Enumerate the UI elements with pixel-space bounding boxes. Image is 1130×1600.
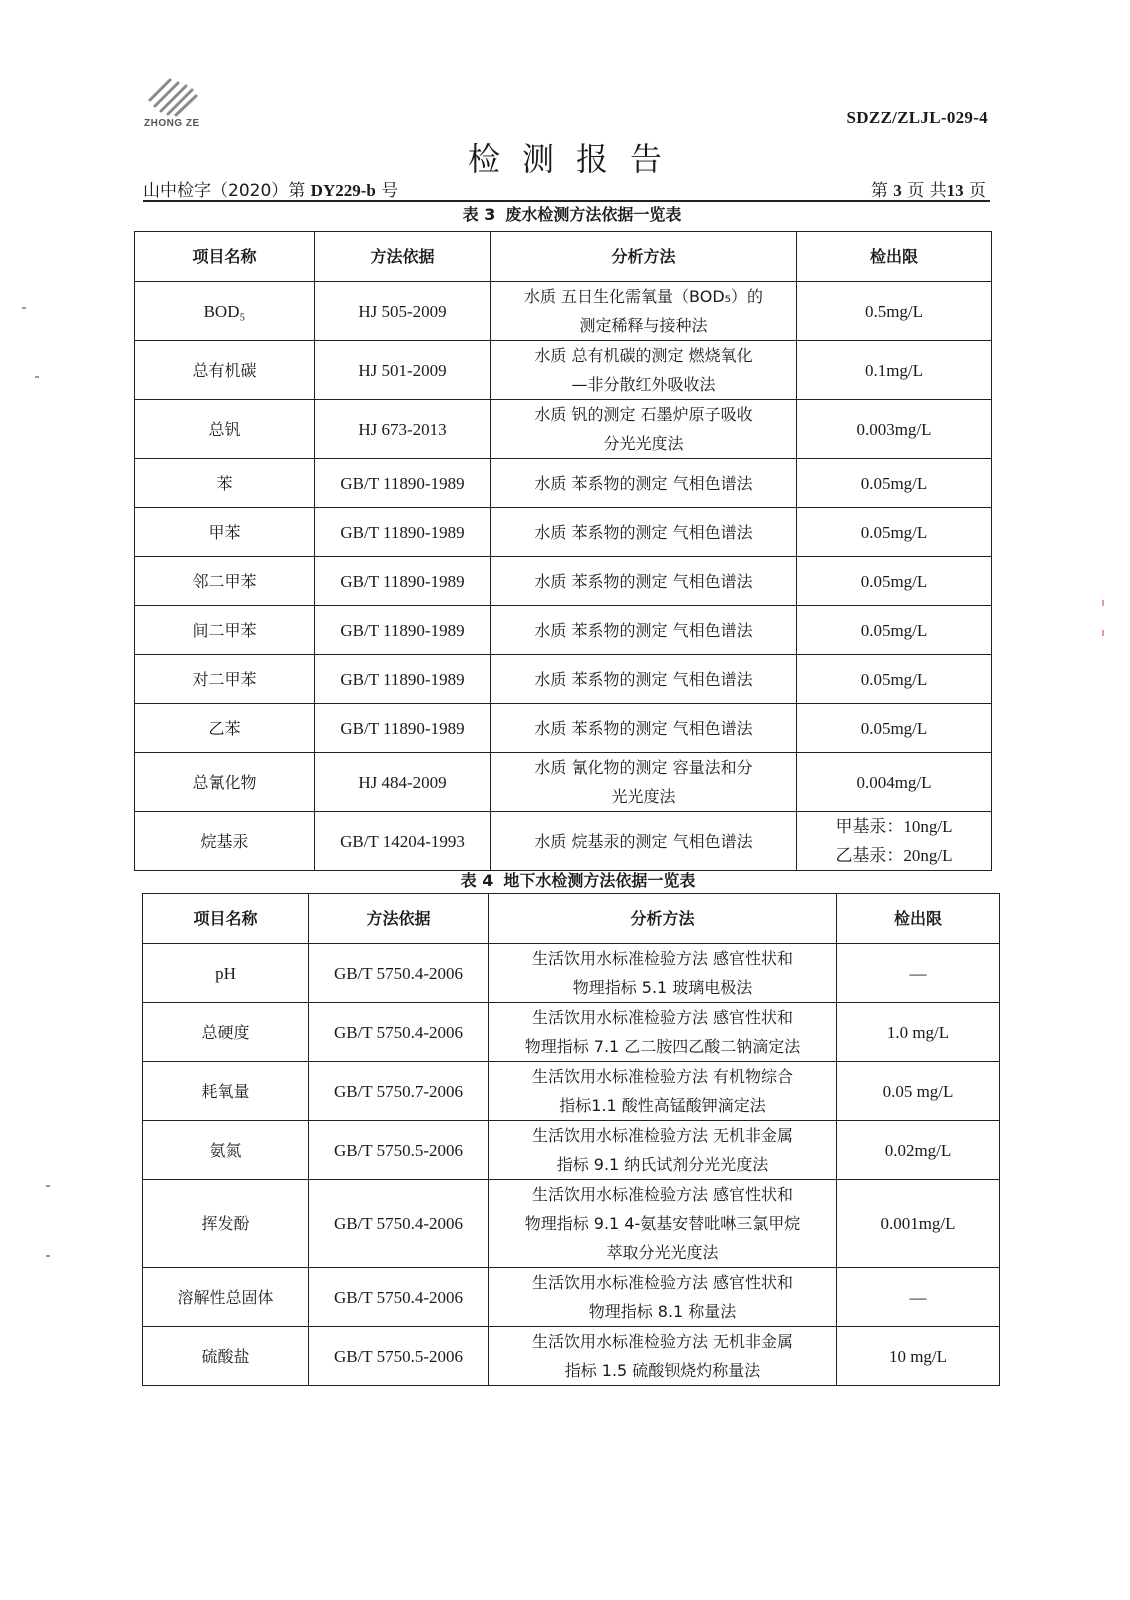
limit-line: 0.05mg/L (860, 473, 928, 493)
cell-item-name: 硫酸盐 (143, 1327, 309, 1386)
table3-header-item: 项目名称 (135, 232, 315, 282)
method-line: 光光度法 (611, 787, 676, 806)
method-line: 生活饮用水标准检验方法 感官性状和 (531, 1185, 794, 1204)
table-row (135, 557, 992, 606)
cell-analysis-method (491, 812, 797, 871)
scan-speck (1102, 600, 1104, 606)
cell-item-name: 烷基汞 (135, 812, 315, 871)
table-row (143, 944, 1000, 1003)
cell-detection-limit (797, 753, 992, 812)
method-line: 生活饮用水标准检验方法 有机物综合 (531, 1067, 794, 1086)
limit-line: 甲基汞：10ng/L (835, 817, 953, 836)
cell-detection-limit (797, 282, 992, 341)
method-line: 生活饮用水标准检验方法 感官性状和 (531, 949, 794, 968)
table3-header-method: 分析方法 (491, 232, 797, 282)
cell-detection-limit (797, 508, 992, 557)
limit-line: 乙基汞：20ng/L (835, 846, 953, 865)
table4-header-limit: 检出限 (837, 894, 1000, 944)
cell-detection-limit (797, 655, 992, 704)
cell-analysis-method (489, 1327, 837, 1386)
cell-analysis-method (491, 753, 797, 812)
table-row (135, 704, 992, 753)
table-row (143, 1327, 1000, 1386)
cell-analysis-method (489, 1121, 837, 1180)
table-row (135, 459, 992, 508)
cell-item-name: pH (143, 944, 309, 1003)
method-line: 水质 苯系物的测定 气相色谱法 (534, 718, 753, 738)
table-row (143, 1003, 1000, 1062)
method-line: 指标 9.1 纳氏试剂分光光度法 (556, 1155, 769, 1174)
cell-item-name: 溶解性总固体 (143, 1268, 309, 1327)
table4-groundwater-methods (142, 893, 1000, 1386)
cell-standard: GB/T 5750.4-2006 (309, 1003, 489, 1062)
table-row (143, 1062, 1000, 1121)
cell-detection-limit (837, 944, 1000, 1003)
limit-line: 1.0 mg/L (886, 1022, 950, 1042)
method-line: 指标1.1 酸性高锰酸钾滴定法 (559, 1096, 766, 1115)
table3-header-row (135, 232, 992, 282)
cell-analysis-method (491, 508, 797, 557)
cell-standard: HJ 501-2009 (315, 341, 491, 400)
cell-detection-limit (797, 704, 992, 753)
limit-line: 0.05mg/L (860, 620, 928, 640)
table-row (143, 1180, 1000, 1268)
method-line: 生活饮用水标准检验方法 感官性状和 (531, 1273, 794, 1292)
scan-speck (22, 307, 26, 309)
limit-line: — (909, 1287, 927, 1307)
cell-standard: GB/T 11890-1989 (315, 459, 491, 508)
table-row (135, 508, 992, 557)
method-line: 水质 钒的测定 石墨炉原子吸收 (534, 405, 753, 424)
table4-header-method: 分析方法 (489, 894, 837, 944)
table4-header-item: 项目名称 (143, 894, 309, 944)
report-number-suffix: 号 (381, 181, 399, 201)
method-line: 萃取分光光度法 (606, 1243, 719, 1262)
limit-line: 0.05 mg/L (882, 1081, 954, 1101)
method-line: 水质 苯系物的测定 气相色谱法 (534, 522, 753, 542)
cell-standard: GB/T 11890-1989 (315, 557, 491, 606)
report-number (143, 176, 398, 201)
cell-standard: GB/T 5750.7-2006 (309, 1062, 489, 1121)
table4-caption (0, 868, 1130, 891)
cell-standard: HJ 673-2013 (315, 400, 491, 459)
cell-item-name: BOD₅ (135, 282, 315, 341)
cell-item-name: 苯 (135, 459, 315, 508)
cell-detection-limit (797, 459, 992, 508)
document-code: SDZZ/ZLJL-029-4 (846, 108, 988, 127)
cell-analysis-method (491, 704, 797, 753)
method-line: 生活饮用水标准检验方法 无机非金属 (531, 1332, 794, 1351)
cell-item-name: 总钒 (135, 400, 315, 459)
cell-standard: GB/T 11890-1989 (315, 704, 491, 753)
limit-line: 0.5mg/L (864, 301, 924, 321)
limit-line: 0.02mg/L (884, 1140, 952, 1160)
page-label-1: 第 (870, 181, 888, 201)
cell-standard: GB/T 5750.5-2006 (309, 1121, 489, 1180)
cell-detection-limit (837, 1062, 1000, 1121)
cell-detection-limit (837, 1327, 1000, 1386)
method-line: 物理指标 8.1 称量法 (588, 1302, 737, 1321)
cell-standard: HJ 484-2009 (315, 753, 491, 812)
cell-detection-limit (797, 606, 992, 655)
cell-analysis-method (491, 606, 797, 655)
table3-header-limit: 检出限 (797, 232, 992, 282)
page-indicator (871, 176, 986, 201)
cell-detection-limit (797, 557, 992, 606)
method-line: 生活饮用水标准检验方法 感官性状和 (531, 1008, 794, 1027)
table4-body (143, 944, 1000, 1386)
cell-standard: GB/T 5750.4-2006 (309, 944, 489, 1003)
table-row (135, 606, 992, 655)
cell-standard: GB/T 11890-1989 (315, 606, 491, 655)
table-row (135, 282, 992, 341)
cell-item-name: 总硬度 (143, 1003, 309, 1062)
brand-name: ZHONG ZE (144, 118, 200, 129)
method-line: 生活饮用水标准检验方法 无机非金属 (531, 1126, 794, 1145)
table3-caption-no: 表 3 (462, 205, 496, 224)
limit-line: 0.003mg/L (856, 419, 932, 439)
limit-line: 0.004mg/L (856, 772, 932, 792)
method-line: 水质 五日生化需氧量（BOD₅）的 (523, 287, 764, 306)
limit-line: — (909, 963, 927, 983)
cell-detection-limit (797, 341, 992, 400)
cell-analysis-method (489, 1180, 837, 1268)
cell-analysis-method (491, 400, 797, 459)
cell-standard: HJ 505-2009 (315, 282, 491, 341)
cell-item-name: 乙苯 (135, 704, 315, 753)
table4-caption-title: 地下水检测方法依据一览表 (503, 871, 696, 890)
cell-analysis-method (489, 1268, 837, 1327)
table-row (135, 655, 992, 704)
table-row (135, 341, 992, 400)
cell-item-name: 挥发酚 (143, 1180, 309, 1268)
page-current: 3 (893, 181, 902, 200)
report-number-code: DY229-b (310, 181, 376, 200)
table4-caption-no: 表 4 (460, 871, 494, 890)
method-line: 水质 氰化物的测定 容量法和分 (534, 758, 753, 777)
table3-caption (0, 202, 1130, 225)
cell-item-name: 甲苯 (135, 508, 315, 557)
logo-stripes-icon (140, 70, 210, 120)
table-row (135, 400, 992, 459)
method-line: —非分散红外吸收法 (571, 375, 716, 394)
cell-item-name: 邻二甲苯 (135, 557, 315, 606)
cell-item-name: 耗氧量 (143, 1062, 309, 1121)
cell-analysis-method (489, 1062, 837, 1121)
cell-item-name: 总氰化物 (135, 753, 315, 812)
cell-detection-limit (837, 1180, 1000, 1268)
cell-detection-limit (837, 1268, 1000, 1327)
cell-analysis-method (489, 944, 837, 1003)
scan-speck (46, 1255, 50, 1257)
table3-caption-title: 废水检测方法依据一览表 (505, 205, 682, 224)
cell-item-name: 间二甲苯 (135, 606, 315, 655)
limit-line: 0.05mg/L (860, 522, 928, 542)
cell-item-name: 氨氮 (143, 1121, 309, 1180)
cell-item-name: 对二甲苯 (135, 655, 315, 704)
method-line: 水质 苯系物的测定 气相色谱法 (534, 669, 753, 689)
method-line: 指标 1.5 硫酸钡烧灼称量法 (564, 1361, 761, 1380)
table3-header-standard: 方法依据 (315, 232, 491, 282)
cell-item-name: 总有机碳 (135, 341, 315, 400)
cell-detection-limit (837, 1003, 1000, 1062)
table-row (143, 1268, 1000, 1327)
method-line: 水质 苯系物的测定 气相色谱法 (534, 620, 753, 640)
cell-analysis-method (491, 459, 797, 508)
method-line: 分光光度法 (603, 434, 684, 453)
cell-analysis-method (491, 282, 797, 341)
table3-body (135, 282, 992, 871)
cell-analysis-method (491, 341, 797, 400)
scan-speck (46, 1185, 50, 1187)
cell-standard: GB/T 11890-1989 (315, 508, 491, 557)
cell-detection-limit (797, 812, 992, 871)
table-row (135, 753, 992, 812)
table-row (135, 812, 992, 871)
method-line: 水质 总有机碳的测定 燃烧氧化 (534, 346, 753, 365)
cell-detection-limit (797, 400, 992, 459)
cell-standard: GB/T 11890-1989 (315, 655, 491, 704)
table3-wastewater-methods (134, 231, 992, 871)
cell-standard: GB/T 5750.4-2006 (309, 1180, 489, 1268)
limit-line: 0.001mg/L (880, 1214, 956, 1233)
page-label-2: 页 共 (907, 181, 947, 201)
table-row (143, 1121, 1000, 1180)
cell-analysis-method (491, 655, 797, 704)
method-line: 物理指标 9.1 4-氨基安替吡啉三氯甲烷 (524, 1214, 801, 1233)
cell-detection-limit (837, 1121, 1000, 1180)
limit-line: 10 mg/L (888, 1346, 948, 1366)
method-line: 水质 苯系物的测定 气相色谱法 (534, 473, 753, 493)
cell-standard: GB/T 5750.4-2006 (309, 1268, 489, 1327)
method-line: 水质 烷基汞的测定 气相色谱法 (534, 831, 753, 851)
cell-analysis-method (489, 1003, 837, 1062)
scan-speck (1102, 630, 1104, 636)
table4-header-row (143, 894, 1000, 944)
page-total: 13 (946, 181, 964, 200)
cell-standard: GB/T 5750.5-2006 (309, 1327, 489, 1386)
method-line: 水质 苯系物的测定 气相色谱法 (534, 571, 753, 591)
page-title: 检测报告 (467, 140, 684, 178)
cell-standard: GB/T 14204-1993 (315, 812, 491, 871)
limit-line: 0.05mg/L (860, 669, 928, 689)
report-number-prefix: 山中检字（2020）第 (143, 181, 306, 201)
scan-speck (35, 376, 39, 378)
report-header-row (143, 176, 990, 202)
method-line: 测定稀释与接种法 (579, 316, 708, 335)
limit-line: 0.1mg/L (864, 360, 924, 380)
limit-line: 0.05mg/L (860, 718, 928, 738)
table4-header-standard: 方法依据 (309, 894, 489, 944)
page-label-3: 页 (969, 181, 986, 201)
method-line: 物理指标 5.1 玻璃电极法 (572, 978, 753, 997)
cell-analysis-method (491, 557, 797, 606)
limit-line: 0.05mg/L (860, 571, 928, 591)
method-line: 物理指标 7.1 乙二胺四乙酸二钠滴定法 (524, 1037, 801, 1056)
